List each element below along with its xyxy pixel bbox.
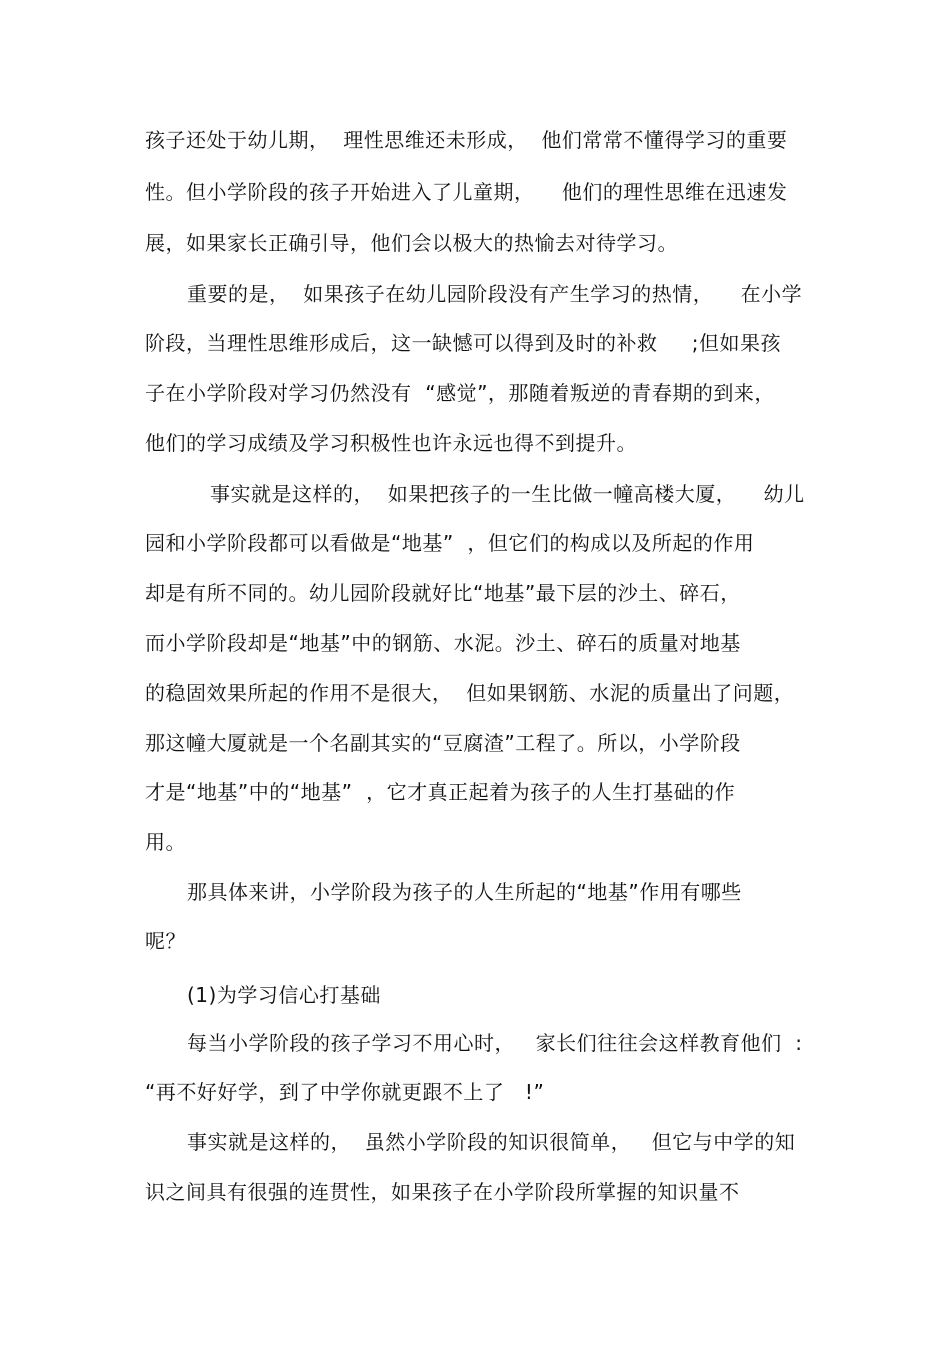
text-line: 用。 [145, 830, 186, 854]
text-line: 他们的学习成绩及学习积极性也许永远也得不到提升。 [145, 431, 637, 455]
text-line: “再不好好学，到了中学你就更跟不上了 !” [145, 1080, 545, 1104]
text-line: 园和小学阶段都可以看做是“地基” ，但它们的构成以及所起的作用 [145, 531, 755, 555]
text-line: 每当小学阶段的孩子学习不用心时， 家长们往往会这样教育他们 : [187, 1031, 803, 1055]
text-line: 那具体来讲，小学阶段为孩子的人生所起的“地基”作用有哪些 [187, 880, 742, 904]
text-line: 子在小学阶段对学习仍然没有 “感觉”，那随着叛逆的青春期的到来， [145, 381, 775, 405]
text-line: 那这幢大厦就是一个名副其实的“豆腐渣”工程了。所以，小学阶段 [145, 731, 741, 755]
text-line: 而小学阶段却是“地基”中的钢筋、水泥。沙土、碎石的质量对地基 [145, 631, 741, 655]
text-line: 阶段，当理性思维形成后，这一缺憾可以得到及时的补救 ;但如果孩 [145, 331, 782, 355]
text-line: 性。但小学阶段的孩子开始进入了儿童期， 他们的理性思维在迅速发 [145, 180, 788, 204]
text-line: 事实就是这样的， 如果把孩子的一生比做一幢高楼大厦， 幼儿 [210, 482, 805, 506]
text-line: 的稳固效果所起的作用不是很大， 但如果钢筋、水泥的质量出了问题， [145, 681, 795, 705]
text-line: 展，如果家长正确引导，他们会以极大的热愉去对待学习。 [145, 231, 678, 255]
text-line: 孩子还处于幼儿期， 理性思维还未形成， 他们常常不懂得学习的重要 [145, 128, 788, 152]
text-line: 却是有所不同的。幼儿园阶段就好比“地基”最下层的沙土、碎石， [145, 581, 741, 605]
text-line: 重要的是， 如果孩子在幼儿园阶段没有产生学习的热情， 在小学 [187, 282, 803, 306]
text-line: 呢？ [145, 929, 186, 953]
text-line: 才是“地基”中的“地基” ，它才真正起着为孩子的人生打基础的作 [145, 780, 736, 804]
text-line: 识之间具有很强的连贯性，如果孩子在小学阶段所掌握的知识量不 [145, 1180, 740, 1204]
text-line: 事实就是这样的， 虽然小学阶段的知识很简单， 但它与中学的知 [187, 1130, 796, 1154]
section-heading: (1)为学习信心打基础 [187, 983, 381, 1007]
